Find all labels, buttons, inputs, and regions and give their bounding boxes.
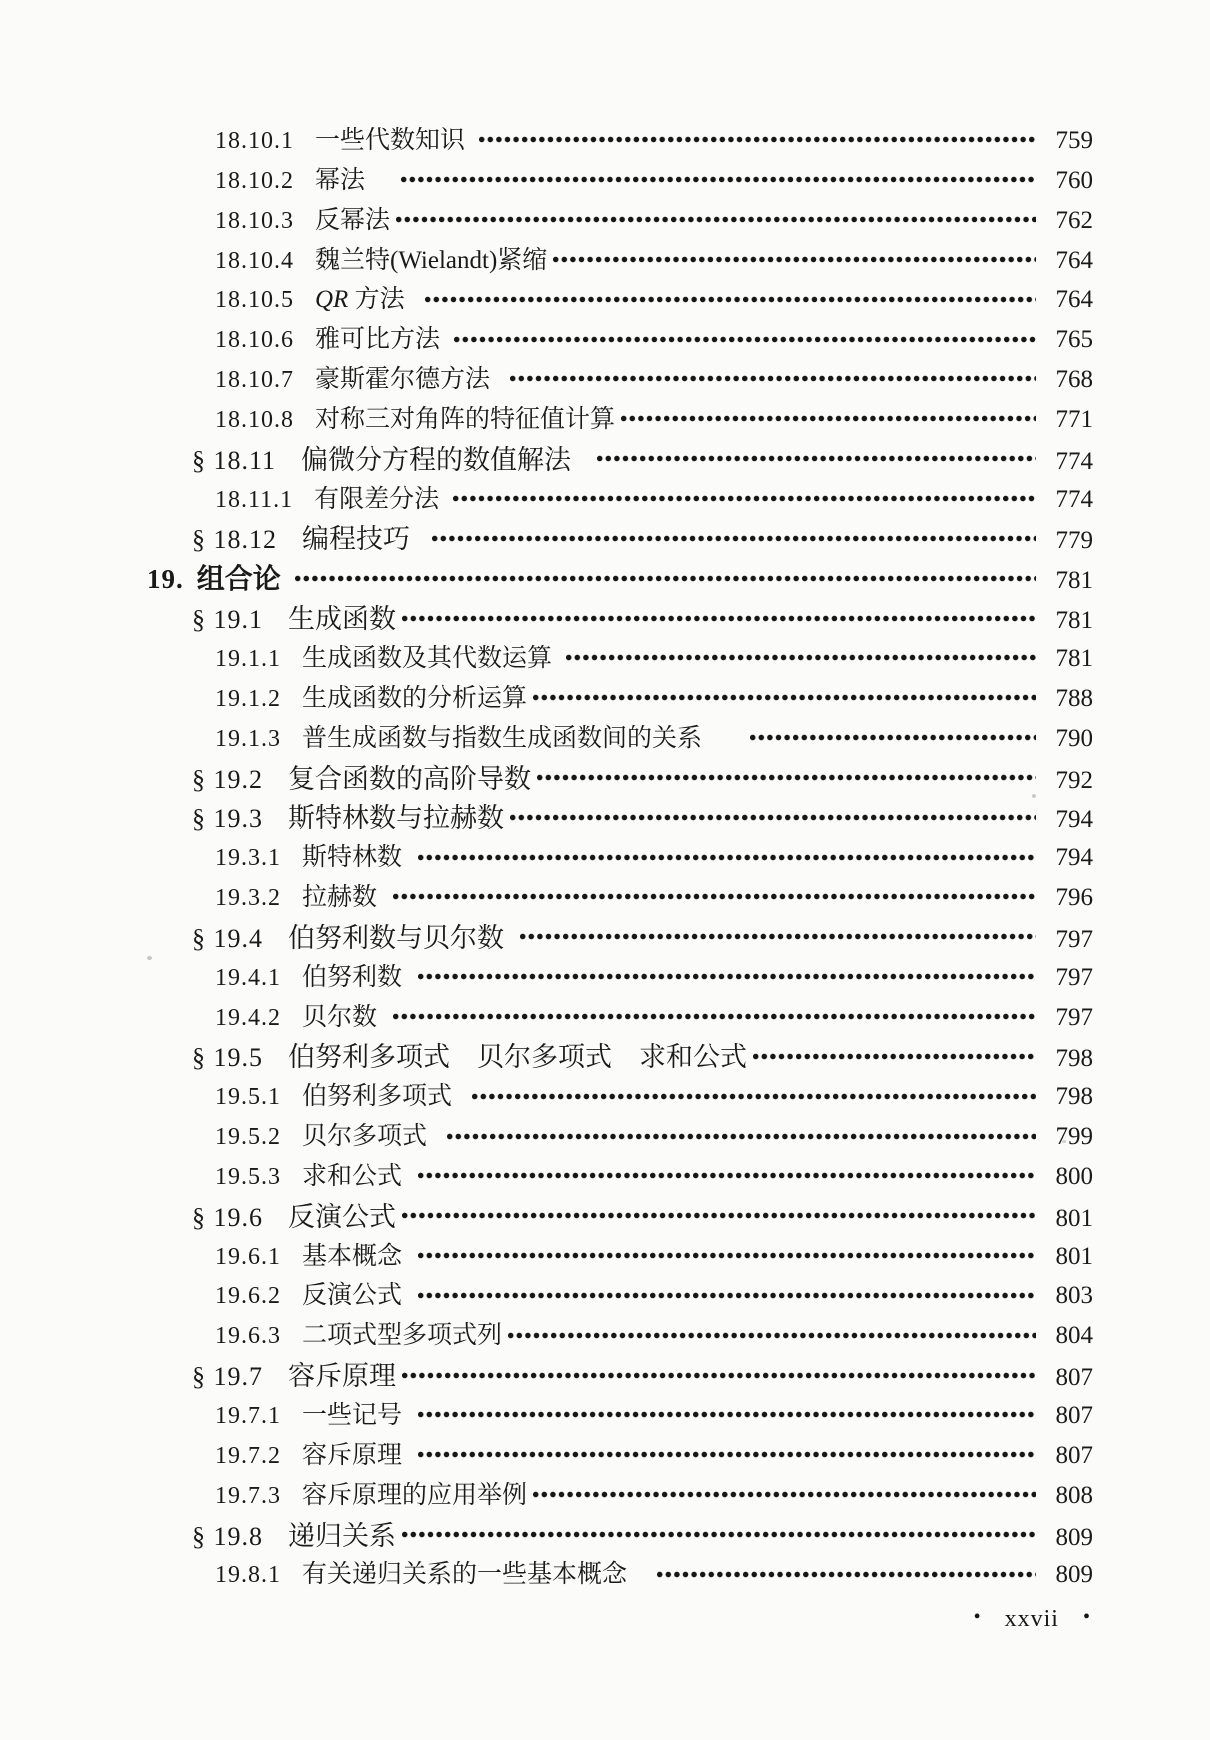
entry-number: § 18.12 xyxy=(192,525,277,555)
toc-entry xyxy=(0,123,1210,163)
entry-page-number: 794 xyxy=(1055,844,1093,872)
entry-page-number: 764 xyxy=(1055,286,1093,314)
toc-entry xyxy=(0,1079,1210,1119)
entry-page-number: 792 xyxy=(1055,766,1093,794)
entry-number: § 19.4 xyxy=(192,923,263,953)
dot-leader xyxy=(418,1171,1036,1180)
dot-leader xyxy=(533,1490,1036,1499)
entry-page-number: 760 xyxy=(1055,166,1093,194)
toc-entry xyxy=(0,681,1210,721)
entry-page-number: 809 xyxy=(1055,1561,1093,1589)
footer-bullet-right-icon: • xyxy=(1082,1606,1090,1628)
entry-page-number: 779 xyxy=(1055,527,1093,555)
entry-number: 19.4.1 xyxy=(215,964,281,991)
entry-page-number: 774 xyxy=(1055,485,1093,513)
entry-title: 反演公式 xyxy=(302,1282,403,1310)
entry-page-number: 765 xyxy=(1055,326,1093,354)
dot-leader xyxy=(453,494,1036,503)
toc-entry xyxy=(0,561,1210,601)
toc-entry xyxy=(0,960,1210,1000)
dot-leader xyxy=(401,175,1036,184)
dot-leader xyxy=(295,574,1036,583)
entry-title: 反演公式 xyxy=(288,1201,396,1232)
scan-speck xyxy=(147,956,152,960)
entry-number: § 19.2 xyxy=(192,764,263,794)
toc-entry xyxy=(0,163,1210,203)
dot-leader xyxy=(510,374,1036,383)
toc-entry xyxy=(0,442,1210,482)
entry-page-number: 796 xyxy=(1055,884,1093,912)
entry-page-number: 774 xyxy=(1055,447,1093,475)
entry-number: 18.10.5 xyxy=(215,287,294,314)
entry-page-number: 759 xyxy=(1055,127,1093,154)
entry-number: 19.5.3 xyxy=(215,1163,281,1190)
dot-leader xyxy=(537,773,1036,782)
entry-title: 普生成函数与指数生成函数间的关系 xyxy=(302,724,703,752)
entry-page-number: 809 xyxy=(1055,1523,1093,1551)
dot-leader xyxy=(396,215,1036,224)
entry-title: 生成函数的分析运算 xyxy=(302,684,528,712)
dot-leader xyxy=(566,653,1036,662)
dot-leader xyxy=(750,733,1036,742)
entry-page-number: 762 xyxy=(1055,206,1093,234)
dot-leader xyxy=(418,972,1036,981)
entry-title: 伯努利数与贝尔数 xyxy=(288,922,504,953)
dot-leader xyxy=(402,1530,1036,1539)
entry-number: 18.10.6 xyxy=(215,327,294,354)
entry-title-italic-term: QR xyxy=(315,286,349,314)
entry-title: 贝尔数 xyxy=(302,1003,378,1031)
dot-leader xyxy=(432,534,1036,543)
entry-number: 19.3.2 xyxy=(215,885,281,912)
toc-entry xyxy=(0,482,1210,522)
entry-number: 18.10.4 xyxy=(215,247,294,274)
entry-page-number: 797 xyxy=(1055,963,1093,991)
entry-number: 18.10.7 xyxy=(215,367,294,394)
entry-number: 19.7.3 xyxy=(215,1482,281,1509)
entry-number: 19.7.2 xyxy=(215,1442,281,1469)
toc-entry xyxy=(0,721,1210,761)
entry-page-number: 797 xyxy=(1055,925,1093,953)
toc-entry xyxy=(0,1000,1210,1040)
entry-title: QR 方法 xyxy=(315,286,405,314)
entry-number: 19.6.2 xyxy=(215,1283,281,1310)
entry-page-number: 794 xyxy=(1055,806,1093,834)
dot-leader xyxy=(657,1570,1036,1579)
entry-title: 有关递归关系的一些基本概念 xyxy=(302,1561,628,1589)
entry-number: 19. xyxy=(147,564,184,595)
dot-leader xyxy=(510,813,1036,822)
entry-title: 生成函数 xyxy=(288,604,396,635)
dot-leader xyxy=(479,135,1036,144)
entry-title: 求和公式 xyxy=(302,1162,403,1190)
entry-title: 偏微分方程的数值解法 xyxy=(301,444,572,475)
entry-number: 19.1.2 xyxy=(215,685,281,712)
entry-number: 19.1.3 xyxy=(215,725,281,752)
dot-leader xyxy=(418,1251,1036,1260)
entry-page-number: 801 xyxy=(1055,1204,1093,1232)
entry-page-number: 800 xyxy=(1055,1162,1093,1190)
toc-entry xyxy=(0,203,1210,243)
entry-number: 19.3.1 xyxy=(215,845,281,872)
dot-leader xyxy=(418,1410,1036,1419)
entry-page-number: 788 xyxy=(1055,684,1093,712)
footer-bullet-left-icon: • xyxy=(973,1606,981,1628)
footer-page-number: xxvii xyxy=(1004,1606,1059,1632)
entry-page-number: 764 xyxy=(1055,246,1093,274)
toc-entry xyxy=(0,880,1210,920)
entry-number: 18.11.1 xyxy=(215,486,294,513)
entry-page-number: 798 xyxy=(1055,1083,1093,1111)
dot-leader xyxy=(393,1012,1036,1021)
toc-list xyxy=(0,123,1210,1597)
toc-entry xyxy=(0,402,1210,442)
entry-title: 拉赫数 xyxy=(302,884,378,912)
entry-title: 贝尔多项式 xyxy=(302,1123,428,1151)
dot-leader xyxy=(447,1132,1036,1141)
entry-number: § 18.11 xyxy=(192,445,277,475)
toc-entry xyxy=(0,1438,1210,1478)
entry-title: 二项式型多项式列 xyxy=(302,1322,503,1350)
toc-entry xyxy=(0,1159,1210,1199)
toc-entry xyxy=(0,521,1210,561)
toc-entry xyxy=(0,1557,1210,1597)
dot-leader xyxy=(553,255,1036,264)
dot-leader xyxy=(418,853,1036,862)
entry-page-number: 799 xyxy=(1055,1123,1093,1151)
scan-speck xyxy=(1062,1140,1066,1143)
entry-title: 魏兰特(Wielandt)紧缩 xyxy=(315,246,548,274)
toc-entry xyxy=(0,362,1210,402)
entry-title: 复合函数的高阶导数 xyxy=(288,763,531,794)
entry-title: 一些记号 xyxy=(302,1402,403,1429)
dot-leader xyxy=(418,1450,1036,1459)
dot-leader xyxy=(418,1291,1036,1300)
entry-title: 一些代数知识 xyxy=(315,127,466,154)
entry-page-number: 798 xyxy=(1055,1045,1093,1073)
toc-entry xyxy=(0,1278,1210,1318)
entry-number: § 19.5 xyxy=(192,1043,263,1073)
entry-page-number: 781 xyxy=(1055,567,1093,595)
entry-title: 伯努利多项式 xyxy=(302,1083,453,1111)
entry-page-number: 790 xyxy=(1055,724,1093,752)
toc-entry xyxy=(0,1318,1210,1358)
entry-number: 18.10.3 xyxy=(215,207,294,234)
entry-page-number: 807 xyxy=(1055,1402,1093,1429)
toc-entry xyxy=(0,282,1210,322)
entry-title: 容斥原理 xyxy=(288,1361,396,1392)
page-footer xyxy=(974,1606,1090,1633)
toc-entry xyxy=(0,1039,1210,1079)
entry-number: § 19.3 xyxy=(192,804,263,834)
toc-entry xyxy=(0,601,1210,641)
dot-leader xyxy=(402,614,1036,623)
entry-number: 19.5.1 xyxy=(215,1084,281,1111)
toc-entry xyxy=(0,800,1210,840)
entry-title: 豪斯霍尔德方法 xyxy=(315,366,491,394)
dot-leader xyxy=(472,1092,1036,1101)
entry-number: § 19.7 xyxy=(192,1362,263,1392)
entry-title: 递归关系 xyxy=(288,1520,396,1551)
entry-title: 斯特林数 xyxy=(302,844,403,872)
toc-entry xyxy=(0,1358,1210,1398)
entry-number: 19.6.1 xyxy=(215,1243,281,1270)
entry-number: 19.6.3 xyxy=(215,1323,281,1350)
entry-page-number: 808 xyxy=(1055,1481,1093,1509)
entry-number: 19.1.1 xyxy=(215,645,281,672)
entry-number: 19.8.1 xyxy=(215,1562,281,1589)
entry-title: 雅可比方法 xyxy=(315,326,441,354)
dot-leader xyxy=(454,335,1036,344)
entry-title: 伯努利数 xyxy=(302,963,403,991)
dot-leader xyxy=(402,1371,1036,1380)
entry-title: 有限差分法 xyxy=(314,485,440,513)
entry-title: 对称三对角阵的特征值计算 xyxy=(315,405,616,433)
entry-page-number: 807 xyxy=(1055,1364,1093,1392)
dot-leader xyxy=(533,693,1036,702)
entry-number: 19.5.2 xyxy=(215,1124,281,1151)
entry-title: 伯努利多项式 贝尔多项式 求和公式 xyxy=(288,1042,747,1073)
entry-page-number: 771 xyxy=(1055,405,1093,433)
entry-number: § 19.8 xyxy=(192,1521,263,1551)
entry-title: 组合论 xyxy=(196,563,281,595)
toc-entry xyxy=(0,1478,1210,1518)
scan-speck xyxy=(1032,794,1036,798)
entry-title: 斯特林数与拉赫数 xyxy=(288,803,504,834)
toc-entry xyxy=(0,1199,1210,1239)
toc-entry xyxy=(0,920,1210,960)
dot-leader xyxy=(753,1052,1036,1061)
entry-page-number: 781 xyxy=(1055,644,1093,672)
toc-entry xyxy=(0,1398,1210,1438)
toc-entry xyxy=(0,1119,1210,1159)
entry-page-number: 797 xyxy=(1055,1003,1093,1031)
dot-leader xyxy=(425,295,1036,304)
entry-title: 容斥原理 xyxy=(302,1441,403,1469)
toc-entry xyxy=(0,243,1210,283)
entry-number: § 19.6 xyxy=(192,1202,263,1232)
entry-number: 19.7.1 xyxy=(215,1403,281,1429)
dot-leader xyxy=(621,414,1036,423)
entry-title: 反幂法 xyxy=(315,206,391,234)
entry-page-number: 807 xyxy=(1055,1441,1093,1469)
toc-entry xyxy=(0,641,1210,681)
entry-page-number: 781 xyxy=(1055,607,1093,635)
entry-title: 生成函数及其代数运算 xyxy=(302,644,553,672)
entry-page-number: 768 xyxy=(1055,366,1093,394)
toc-entry xyxy=(0,322,1210,362)
dot-leader xyxy=(597,454,1036,463)
dot-leader xyxy=(393,892,1036,901)
toc-entry xyxy=(0,1239,1210,1279)
entry-number: 18.10.8 xyxy=(215,406,294,433)
entry-page-number: 803 xyxy=(1055,1282,1093,1310)
entry-page-number: 801 xyxy=(1055,1242,1093,1270)
entry-title: 基本概念 xyxy=(302,1242,403,1270)
entry-page-number: 804 xyxy=(1055,1322,1093,1350)
toc-entry xyxy=(0,1518,1210,1558)
entry-number: 18.10.2 xyxy=(215,167,294,194)
dot-leader xyxy=(402,1211,1036,1220)
toc-entry xyxy=(0,840,1210,880)
dot-leader xyxy=(520,932,1036,941)
entry-number: § 19.1 xyxy=(192,605,263,635)
dot-leader xyxy=(508,1331,1036,1340)
entry-number: 18.10.1 xyxy=(215,128,294,154)
entry-title: 容斥原理的应用举例 xyxy=(302,1481,528,1509)
entry-title: 编程技巧 xyxy=(302,524,410,555)
entry-title: 幂法 xyxy=(315,166,366,194)
entry-number: 19.4.2 xyxy=(215,1004,281,1031)
toc-entry xyxy=(0,761,1210,801)
